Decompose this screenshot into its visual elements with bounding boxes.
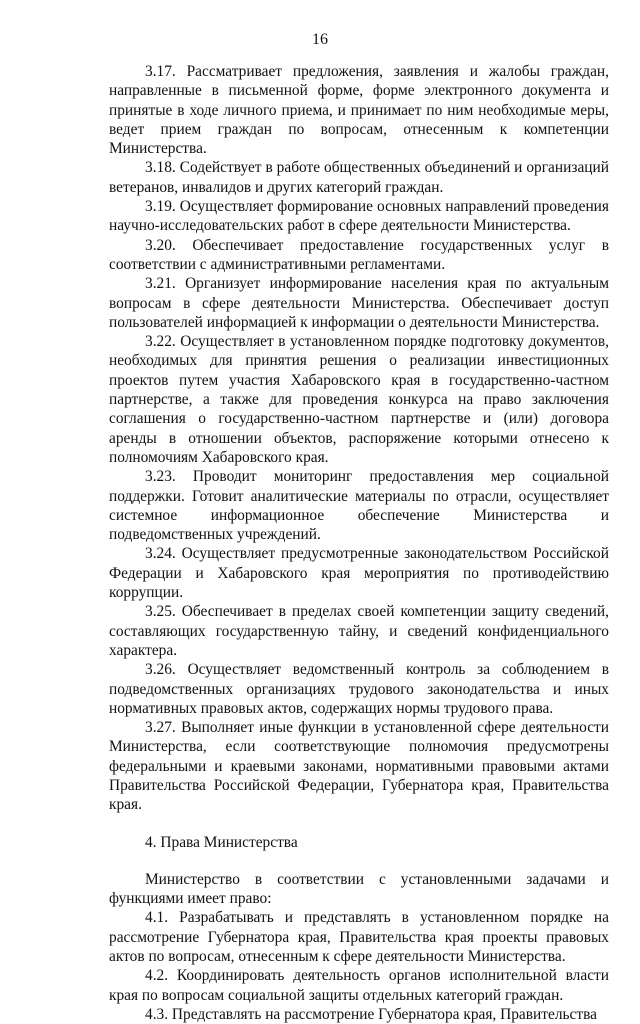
paragraph-3-20: 3.20. Обеспечивает предоставление государственных услуг в соответствии с административными регламентами. — [109, 236, 609, 273]
paragraph-3-17: 3.17. Рассматривает предложения, заявления и жалобы граждан, направленные в письменной форме, форме электронного документа и принятые в ходе личного приема, и принимает по ним необходимые меры, ведет прием граждан по вопросам, отнесенным к компетенции Министерства. — [109, 63, 609, 158]
paragraph-4-2: 4.2. Координировать деятельность органов исполнительной власти края по вопросам социальной защиты отдельных категорий граждан. — [109, 967, 609, 1004]
page-number: 16 — [312, 31, 328, 48]
paragraph-3-23: 3.23. Проводит мониторинг предоставления мер социальной поддержки. Готовит аналитические материалы по отрасли, осуществляет системное информационное обеспечение Министерства и подведомственных учреждений. — [109, 468, 609, 544]
section-gap — [109, 815, 609, 833]
paragraph-3-27: 3.27. Выполняет иные функции в установленной сфере деятельности Министерства, если соответствующие полномочия предусмотрены федеральными и краевыми законами, нормативными правовыми актами Правительства Российской Федерации, Губернатора края, Правительства края. — [109, 719, 609, 814]
section-gap — [109, 852, 609, 870]
paragraph-3-25: 3.25. Обеспечивает в пределах своей компетенции защиту сведений, составляющих государственную тайну, и сведений конфиденциального характера. — [109, 603, 609, 659]
paragraph-intro: Министерство в соответствии с установленными задачами и функциями имеет право: — [109, 870, 609, 908]
document-body — [109, 62, 609, 1024]
paragraph-4-1: 4.1. Разрабатывать и представлять в установленном порядке на рассмотрение Губернатора края, Правительства края проекты правовых актов по вопросам, отнесенным к сфере деятельности Министерства. — [109, 909, 609, 966]
section-heading: 4. Права Министерства — [145, 833, 298, 851]
paragraph-4-3: 4.3. Представлять на рассмотрение Губернатора края, Правительства — [145, 1005, 597, 1023]
paragraph-3-18: 3.18. Содействует в работе общественных объединений и организаций ветеранов, инвалидов и других категорий граждан. — [109, 159, 609, 196]
paragraph-3-22: 3.22. Осуществляет в установленном порядке подготовку документов, необходимых для принятия решения о реализации инвестиционных проектов путем участия Хабаровского края в государственно-частном партнерстве, а также для проведения конкурса на право заключения соглашения о государственно-частном партнерстве и (или) договора аренды в отношении объектов, распоряжение которыми отнесено к полномочиям Хабаровского края. — [109, 333, 609, 466]
paragraph-3-24: 3.24. Осуществляет предусмотренные законодательством Российской Федерации и Хабаровского края мероприятия по противодействию коррупции. — [109, 545, 609, 602]
paragraph-3-19: 3.19. Осуществляет формирование основных направлений проведения научно-исследовательских работ в сфере деятельности Министерства. — [109, 198, 609, 235]
paragraph-3-21: 3.21. Организует информирование населения края по актуальным вопросам в сфере деятельности Министерства. Обеспечивает доступ пользователей информацией к информации о деятельности Министерства. — [109, 275, 609, 331]
paragraph-3-26: 3.26. Осуществляет ведомственный контроль за соблюдением в подведомственных организациях трудового законодательства и иных нормативных правовых актов, содержащих нормы трудового права. — [109, 661, 609, 717]
